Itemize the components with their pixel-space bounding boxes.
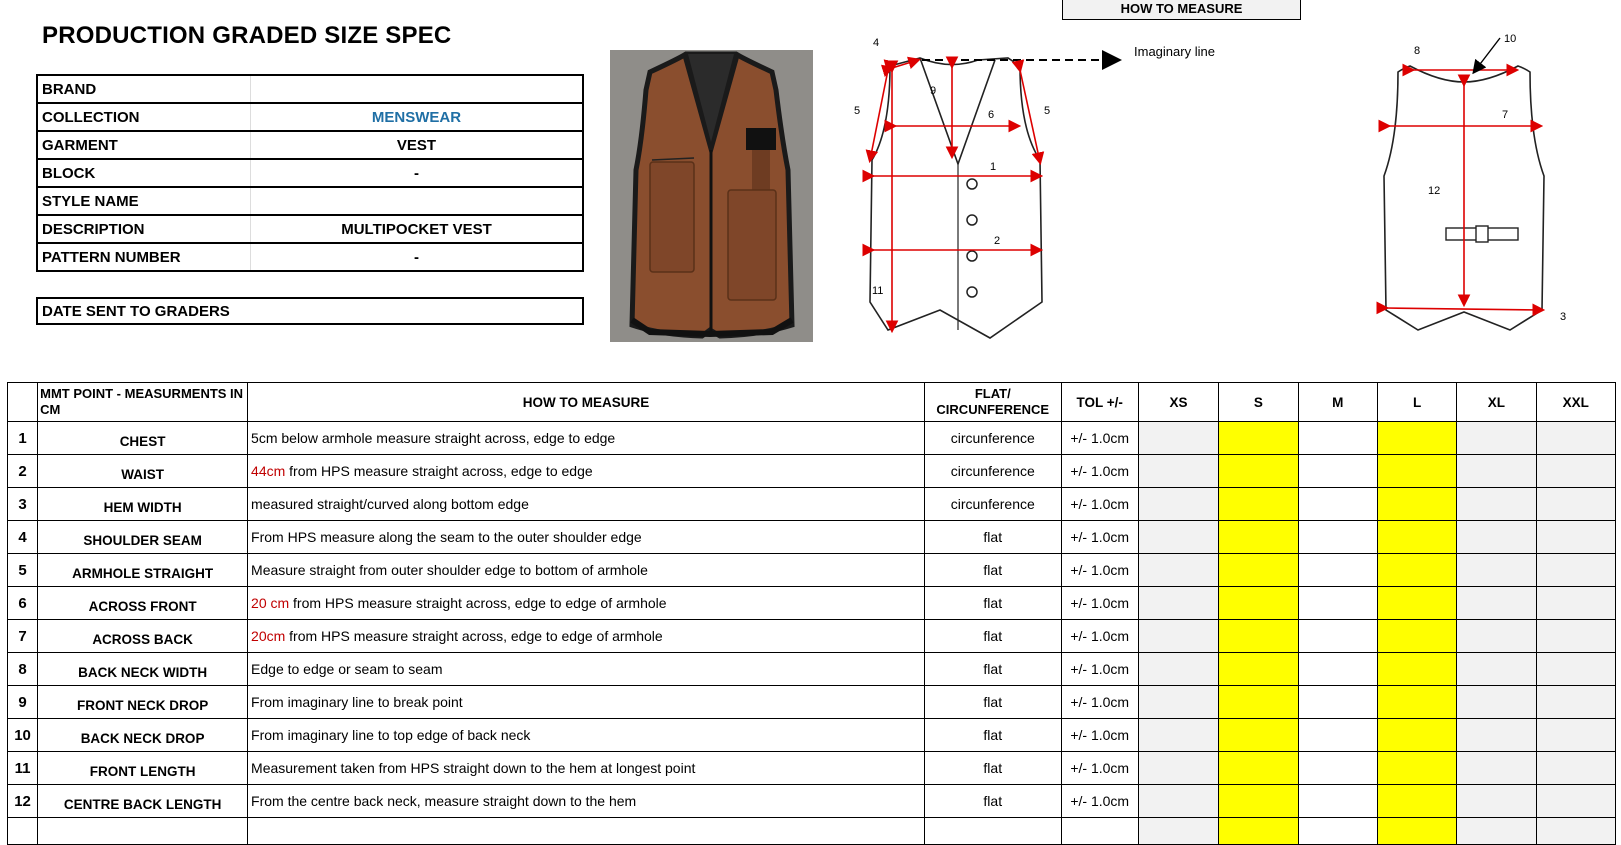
size-xl-cell[interactable] [1457, 587, 1536, 620]
block-label: BLOCK [37, 159, 251, 187]
flat-circunference-cell: flat [924, 554, 1061, 587]
tolerance-cell: +/- 1.0cm [1061, 719, 1138, 752]
table-row [8, 752, 1616, 785]
tolerance-cell: +/- 1.0cm [1061, 521, 1138, 554]
how-to-measure-cell [248, 653, 925, 686]
style-name-label: STYLE NAME [37, 187, 251, 215]
measurement-instruction: from HPS measure straight across, edge to edge of armhole [285, 628, 663, 644]
measurement-point: ACROSS BACK [38, 620, 248, 653]
diagram-label-7: 7 [1502, 109, 1509, 121]
size-s-cell[interactable] [1219, 653, 1298, 686]
flat-circunference-cell: circunference [924, 488, 1061, 521]
measurement-point: ARMHOLE STRAIGHT [38, 554, 248, 587]
measurement-point: FRONT LENGTH [38, 752, 248, 785]
size-l-cell[interactable] [1377, 785, 1456, 818]
size-xxl-cell[interactable] [1536, 653, 1615, 686]
size-l-cell[interactable] [1377, 719, 1456, 752]
size-l-cell[interactable] [1377, 587, 1456, 620]
empty-cell[interactable] [1298, 818, 1377, 845]
size-xl-cell[interactable] [1457, 785, 1536, 818]
header-size-xs: XS [1138, 383, 1218, 422]
diagram-label-3: 3 [1560, 311, 1567, 323]
size-l-cell[interactable] [1377, 752, 1456, 785]
size-m-cell[interactable] [1298, 422, 1377, 455]
row-number: 7 [8, 620, 38, 653]
empty-cell[interactable] [1377, 818, 1456, 845]
page-title: PRODUCTION GRADED SIZE SPEC [42, 22, 452, 49]
row-number: 11 [8, 752, 38, 785]
measurement-instruction: from HPS measure straight across, edge to edge [285, 463, 593, 479]
table-row [8, 785, 1616, 818]
size-m-cell[interactable] [1298, 686, 1377, 719]
table-row [8, 587, 1616, 620]
size-xxl-cell[interactable] [1536, 455, 1615, 488]
flat-circunference-cell: flat [924, 785, 1061, 818]
garment-info-table [36, 74, 584, 272]
table-row [8, 488, 1616, 521]
header-size-s: S [1219, 383, 1298, 422]
diagram-label-10: 10 [1504, 33, 1517, 45]
row-number: 5 [8, 554, 38, 587]
size-xxl-cell[interactable] [1536, 521, 1615, 554]
row-number: 6 [8, 587, 38, 620]
info-row-style-name [37, 187, 583, 215]
diagram-label-9: 9 [930, 85, 937, 97]
size-l-cell[interactable] [1377, 686, 1456, 719]
table-row [8, 620, 1616, 653]
size-s-cell[interactable] [1219, 488, 1298, 521]
size-xl-cell[interactable] [1457, 686, 1536, 719]
size-l-cell[interactable] [1377, 455, 1456, 488]
header-how-to-measure: HOW TO MEASURE [248, 383, 925, 422]
table-row [8, 719, 1616, 752]
tolerance-cell: +/- 1.0cm [1061, 620, 1138, 653]
diagram-label-5-right: 5 [1044, 105, 1051, 117]
measurement-instruction: 5cm below armhole measure straight across, edge to edge [251, 430, 616, 446]
table-row [8, 686, 1616, 719]
size-m-cell[interactable] [1298, 521, 1377, 554]
info-row-pattern-number [37, 243, 583, 271]
how-to-measure-header: HOW TO MEASURE [1062, 0, 1301, 20]
size-xxl-cell[interactable] [1536, 422, 1615, 455]
size-s-cell[interactable] [1219, 455, 1298, 488]
description-value[interactable]: MULTIPOCKET VEST [251, 215, 584, 243]
flat-circunference-cell: flat [924, 521, 1061, 554]
size-xxl-cell[interactable] [1536, 785, 1615, 818]
size-m-cell[interactable] [1298, 554, 1377, 587]
size-s-cell[interactable] [1219, 587, 1298, 620]
size-m-cell[interactable] [1298, 719, 1377, 752]
flat-circunference-cell: circunference [924, 455, 1061, 488]
size-s-cell[interactable] [1219, 719, 1298, 752]
tolerance-cell: +/- 1.0cm [1061, 752, 1138, 785]
size-s-cell[interactable] [1219, 686, 1298, 719]
empty-cell[interactable] [1536, 818, 1615, 845]
style-name-value[interactable] [251, 187, 584, 215]
diagram-label-2: 2 [994, 235, 1001, 247]
empty-cell [248, 818, 925, 845]
size-xl-cell[interactable] [1457, 653, 1536, 686]
header-size-xl: XL [1457, 383, 1536, 422]
measurement-point: WAIST [38, 455, 248, 488]
header-mmt-point: MMT POINT - MEASURMENTS IN CM [38, 383, 248, 422]
diagram-label-1: 1 [990, 161, 997, 173]
measurement-point: ACROSS FRONT [38, 587, 248, 620]
size-xs-cell[interactable] [1138, 785, 1218, 818]
how-to-measure-cell [248, 752, 925, 785]
how-to-measure-cell [248, 719, 925, 752]
measurement-point: SHOULDER SEAM [38, 521, 248, 554]
date-sent-table [36, 297, 584, 325]
measurement-reference: 20 cm [251, 595, 290, 611]
measurement-instruction: measured straight/curved along bottom edge [251, 496, 529, 512]
size-s-cell[interactable] [1219, 785, 1298, 818]
tolerance-cell: +/- 1.0cm [1061, 587, 1138, 620]
table-row [8, 521, 1616, 554]
tolerance-cell: +/- 1.0cm [1061, 488, 1138, 521]
measurement-reference: 44cm [251, 463, 286, 479]
how-to-measure-cell [248, 521, 925, 554]
measurement-instruction: Measure straight from outer shoulder edge to bottom of armhole [251, 562, 648, 578]
info-row-collection [37, 103, 583, 131]
collection-value[interactable]: MENSWEAR [251, 103, 584, 131]
diagram-label-5-left: 5 [854, 105, 861, 117]
row-number: 12 [8, 785, 38, 818]
measurement-instruction: Measurement taken from HPS straight down to the hem at longest point [251, 760, 696, 776]
row-number: 1 [8, 422, 38, 455]
empty-cell [1061, 818, 1138, 845]
how-to-measure-cell [248, 488, 925, 521]
flat-circunference-cell: flat [924, 653, 1061, 686]
table-row-empty [8, 818, 1616, 845]
size-xl-cell[interactable] [1457, 554, 1536, 587]
how-to-measure-cell [248, 620, 925, 653]
size-m-cell[interactable] [1298, 752, 1377, 785]
front-vest-diagram [854, 30, 1240, 350]
date-sent-value[interactable] [250, 298, 583, 324]
measurement-instruction: From HPS measure along the seam to the outer shoulder edge [251, 529, 642, 545]
size-m-cell[interactable] [1298, 455, 1377, 488]
size-xl-cell[interactable] [1457, 521, 1536, 554]
info-row-block [37, 159, 583, 187]
table-row [8, 455, 1616, 488]
measurement-point: HEM WIDTH [38, 488, 248, 521]
size-xs-cell[interactable] [1138, 686, 1218, 719]
size-xs-cell[interactable] [1138, 521, 1218, 554]
size-xxl-cell[interactable] [1536, 488, 1615, 521]
diagram-label-8: 8 [1414, 45, 1421, 57]
measurement-instruction: From imaginary line to top edge of back neck [251, 727, 531, 743]
flat-circunference-cell: flat [924, 752, 1061, 785]
size-xl-cell[interactable] [1457, 719, 1536, 752]
header-size-l: L [1377, 383, 1456, 422]
size-spec-table [7, 382, 1616, 845]
collection-label: COLLECTION [37, 103, 251, 131]
size-xs-cell[interactable] [1138, 719, 1218, 752]
how-to-measure-cell [248, 686, 925, 719]
size-xxl-cell[interactable] [1536, 587, 1615, 620]
how-to-measure-cell [248, 455, 925, 488]
flat-circunference-cell: flat [924, 686, 1061, 719]
size-xl-cell[interactable] [1457, 455, 1536, 488]
size-s-cell[interactable] [1219, 521, 1298, 554]
info-row-brand [37, 75, 583, 103]
flat-circunference-cell: flat [924, 719, 1061, 752]
diagram-label-11: 11 [872, 285, 884, 297]
size-xxl-cell[interactable] [1536, 620, 1615, 653]
size-xs-cell[interactable] [1138, 554, 1218, 587]
how-to-measure-cell [248, 422, 925, 455]
size-xs-cell[interactable] [1138, 620, 1218, 653]
empty-cell [38, 818, 248, 845]
size-xs-cell[interactable] [1138, 587, 1218, 620]
size-m-cell[interactable] [1298, 587, 1377, 620]
diagram-label-4: 4 [873, 37, 880, 49]
garment-label: GARMENT [37, 131, 251, 159]
row-number: 8 [8, 653, 38, 686]
imaginary-line-label: Imaginary line [1134, 44, 1215, 59]
info-row-description [37, 215, 583, 243]
header-flat: FLAT/ CIRCUNFERENCE [924, 383, 1061, 422]
measurement-instruction: from HPS measure straight across, edge to edge of armhole [289, 595, 667, 611]
empty-cell[interactable] [1457, 818, 1536, 845]
size-xl-cell[interactable] [1457, 488, 1536, 521]
block-value[interactable]: - [251, 159, 584, 187]
size-l-cell[interactable] [1377, 488, 1456, 521]
size-s-cell[interactable] [1219, 620, 1298, 653]
size-xxl-cell[interactable] [1536, 719, 1615, 752]
description-label: DESCRIPTION [37, 215, 251, 243]
garment-value[interactable]: VEST [251, 131, 584, 159]
measurement-point: FRONT NECK DROP [38, 686, 248, 719]
tolerance-cell: +/- 1.0cm [1061, 686, 1138, 719]
size-xs-cell[interactable] [1138, 752, 1218, 785]
measurement-instruction: Edge to edge or seam to seam [251, 661, 443, 677]
size-l-cell[interactable] [1377, 422, 1456, 455]
tolerance-cell: +/- 1.0cm [1061, 422, 1138, 455]
size-xs-cell[interactable] [1138, 422, 1218, 455]
flat-circunference-cell: flat [924, 587, 1061, 620]
how-to-measure-cell [248, 785, 925, 818]
tolerance-cell: +/- 1.0cm [1061, 653, 1138, 686]
brand-label: BRAND [37, 75, 251, 103]
size-s-cell[interactable] [1219, 752, 1298, 785]
back-vest-diagram [1370, 28, 1610, 348]
measurement-point: BACK NECK DROP [38, 719, 248, 752]
header-tolerance: TOL +/- [1061, 383, 1138, 422]
table-row [8, 653, 1616, 686]
size-xl-cell[interactable] [1457, 422, 1536, 455]
size-xs-cell[interactable] [1138, 455, 1218, 488]
size-l-cell[interactable] [1377, 653, 1456, 686]
size-l-cell[interactable] [1377, 521, 1456, 554]
empty-cell [924, 818, 1061, 845]
size-l-cell[interactable] [1377, 554, 1456, 587]
header-size-xxl: XXL [1536, 383, 1615, 422]
row-number: 4 [8, 521, 38, 554]
diagram-label-12: 12 [1428, 185, 1441, 197]
flat-circunference-cell: circunference [924, 422, 1061, 455]
info-row-garment [37, 131, 583, 159]
tolerance-cell: +/- 1.0cm [1061, 554, 1138, 587]
how-to-measure-cell [248, 554, 925, 587]
header-number [8, 383, 38, 422]
size-l-cell[interactable] [1377, 620, 1456, 653]
pattern-number-value[interactable]: - [251, 243, 584, 271]
size-xxl-cell[interactable] [1536, 686, 1615, 719]
vest-product-photo [610, 50, 813, 342]
measurement-point: CENTRE BACK LENGTH [38, 785, 248, 818]
row-number: 9 [8, 686, 38, 719]
size-m-cell[interactable] [1298, 620, 1377, 653]
row-number: 2 [8, 455, 38, 488]
size-xxl-cell[interactable] [1536, 554, 1615, 587]
measurement-instruction: From imaginary line to break point [251, 694, 463, 710]
tolerance-cell: +/- 1.0cm [1061, 785, 1138, 818]
spec-header-row [8, 383, 1616, 422]
size-xl-cell[interactable] [1457, 752, 1536, 785]
empty-cell[interactable] [1219, 818, 1298, 845]
measurement-reference: 20cm [251, 628, 286, 644]
size-xs-cell[interactable] [1138, 653, 1218, 686]
size-m-cell[interactable] [1298, 785, 1377, 818]
tolerance-cell: +/- 1.0cm [1061, 455, 1138, 488]
row-number: 10 [8, 719, 38, 752]
brand-value[interactable] [251, 75, 584, 103]
table-row [8, 554, 1616, 587]
size-xs-cell[interactable] [1138, 488, 1218, 521]
empty-cell[interactable] [1138, 818, 1218, 845]
size-m-cell[interactable] [1298, 488, 1377, 521]
measurement-instruction: From the centre back neck, measure straight down to the hem [251, 793, 637, 809]
row-number: 3 [8, 488, 38, 521]
measurement-point: BACK NECK WIDTH [38, 653, 248, 686]
flat-circunference-cell: flat [924, 620, 1061, 653]
size-xxl-cell[interactable] [1536, 752, 1615, 785]
size-xl-cell[interactable] [1457, 620, 1536, 653]
measurement-point: CHEST [38, 422, 248, 455]
empty-cell [8, 818, 38, 845]
size-m-cell[interactable] [1298, 653, 1377, 686]
table-row [8, 422, 1616, 455]
pattern-number-label: PATTERN NUMBER [37, 243, 251, 271]
how-to-measure-cell [248, 587, 925, 620]
size-s-cell[interactable] [1219, 554, 1298, 587]
date-sent-label: DATE SENT TO GRADERS [42, 302, 230, 320]
header-size-m: M [1298, 383, 1377, 422]
size-s-cell[interactable] [1219, 422, 1298, 455]
diagram-label-6: 6 [988, 109, 995, 121]
